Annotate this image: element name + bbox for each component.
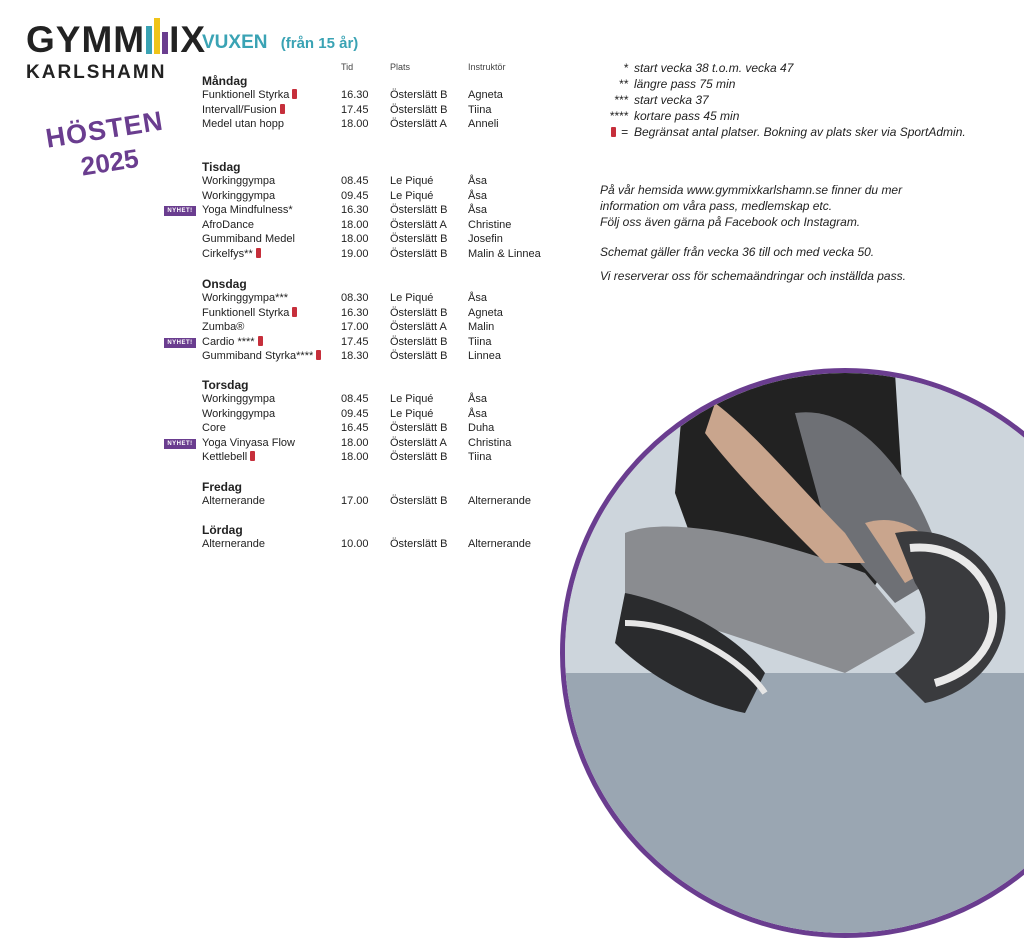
class-time: 17.00: [341, 495, 369, 507]
class-instructor: Åsa: [468, 393, 487, 405]
class-time: 09.45: [341, 189, 369, 202]
class-instructor: Alternerande: [468, 495, 531, 507]
class-name: Gummiband Styrka****: [202, 350, 313, 362]
section-title-main: VUXEN: [202, 32, 268, 53]
day-heading: Lördag: [202, 523, 243, 537]
class-name: Funktionell Styrka: [202, 89, 289, 101]
class-name: Medel utan hopp: [202, 118, 284, 131]
workout-photo-illustration: [565, 373, 1024, 933]
legend-text: start vecka 38 t.o.m. vecka 47: [634, 61, 794, 75]
legend-text: kortare pass 45 min: [634, 109, 740, 123]
class-place: Österslätt A: [390, 436, 447, 449]
legend-symbol: =: [608, 125, 628, 139]
class-name: Workinggympa: [202, 189, 276, 202]
limited-spots-icon: [250, 451, 255, 461]
section-title-sub: (från 15 år): [280, 35, 359, 52]
class-place: Österslätt A: [390, 321, 447, 334]
class-time: 18.00: [341, 233, 369, 246]
class-place: Le Piqué: [390, 175, 434, 187]
column-header-place: Plats: [390, 62, 411, 72]
class-instructor: Agneta: [468, 306, 503, 319]
day-heading: Fredag: [202, 480, 243, 494]
new-badge: NYHET!: [164, 338, 196, 348]
class-time: 16.30: [341, 306, 369, 319]
class-instructor: Malin: [468, 321, 495, 334]
class-place: Österslätt B: [390, 248, 448, 260]
class-name: Alternerande: [202, 538, 265, 550]
class-time: 18.00: [341, 218, 369, 231]
class-instructor: Christine: [468, 218, 512, 231]
class-place: Österslätt B: [390, 89, 448, 101]
logo-color-bars: [146, 18, 168, 54]
limited-spots-icon: [258, 336, 263, 346]
class-place: Le Piqué: [390, 407, 434, 420]
section-title: [202, 32, 358, 54]
logo-text-gym: GYM: [26, 19, 114, 60]
class-name: Zumba®: [202, 321, 245, 334]
legend-symbol: ****: [609, 109, 628, 123]
class-time: 18.00: [341, 436, 369, 449]
legend-row: [620, 125, 966, 139]
limited-spots-icon: [316, 350, 321, 360]
class-time: 09.45: [341, 407, 369, 420]
legend-row: [623, 61, 794, 75]
class-instructor: Linnea: [468, 350, 502, 363]
logo-bar-teal: [146, 26, 152, 54]
class-time: 08.45: [341, 393, 369, 405]
new-badge: NYHET!: [164, 439, 196, 449]
limited-spots-icon: [611, 127, 616, 137]
class-instructor: Duha: [468, 422, 495, 435]
limited-spots-icon: [292, 307, 297, 317]
legend-symbol: **: [618, 77, 628, 91]
limited-spots-icon: [292, 89, 297, 99]
class-name: Cardio ****: [202, 336, 255, 348]
info-line: På vår hemsida www.gymmixkarlshamn.se finner du mer: [600, 183, 903, 197]
class-name: Yoga Mindfulness*: [202, 204, 293, 217]
class-name: Kettlebell: [202, 451, 247, 463]
legend-row: [613, 93, 709, 107]
class-place: Le Piqué: [390, 292, 434, 304]
class-instructor: Tiina: [468, 103, 492, 116]
class-place: Österslätt B: [390, 233, 448, 246]
info-line: Följ oss även gärna på Facebook och Instagram.: [600, 215, 861, 229]
class-instructor: Åsa: [468, 292, 487, 304]
class-name: Workinggympa: [202, 407, 276, 420]
logo-m-letter: M: [113, 19, 146, 60]
logo-subtitle: KARLSHAMN: [26, 62, 167, 83]
class-time: 16.30: [341, 89, 369, 101]
legend-text: start vecka 37: [634, 93, 709, 107]
class-time: 18.30: [341, 350, 369, 363]
class-name: AfroDance: [202, 218, 254, 231]
limited-spots-icon: [256, 248, 261, 258]
class-name: Cirkelfys**: [202, 248, 253, 260]
logo-text-ix: IX: [169, 19, 207, 60]
class-place: Österslätt B: [390, 422, 448, 435]
day-heading: Torsdag: [202, 378, 249, 392]
logo-bar-yellow: [154, 18, 160, 54]
class-time: 17.45: [341, 335, 369, 348]
column-header-time: Tid: [341, 62, 354, 72]
class-place: Österslätt B: [390, 306, 448, 319]
class-place: Österslätt B: [390, 204, 448, 217]
legend-text: Begränsat antal platser. Bokning av plats sker via SportAdmin.: [634, 125, 966, 139]
class-instructor: Åsa: [468, 204, 487, 217]
class-time: 17.00: [341, 321, 369, 334]
info-line: information om våra pass, medlemskap etc.: [600, 199, 833, 213]
day-heading: Tisdag: [202, 160, 241, 174]
class-instructor: Anneli: [468, 118, 499, 131]
class-instructor: Alternerande: [468, 538, 531, 550]
legend-row: [618, 77, 736, 91]
class-instructor: Malin & Linnea: [468, 248, 541, 260]
class-place: Österslätt B: [390, 103, 448, 116]
workout-photo: [560, 368, 1024, 938]
class-time: 18.00: [341, 118, 369, 131]
class-place: Österslätt B: [390, 335, 448, 348]
class-instructor: Tiina: [468, 451, 492, 464]
gymmix-logo: [26, 16, 207, 84]
class-name: Workinggympa***: [202, 292, 289, 304]
class-time: 10.00: [341, 538, 369, 550]
class-time: 08.30: [341, 292, 369, 304]
day-heading: Onsdag: [202, 277, 247, 291]
class-place: Le Piqué: [390, 393, 434, 405]
column-header-instructor: Instruktör: [468, 62, 506, 72]
legend-row: [609, 109, 740, 123]
season-label: [38, 105, 176, 189]
logo-wordmark: [26, 16, 207, 60]
class-place: Österslätt B: [390, 350, 448, 363]
class-instructor: Åsa: [468, 407, 487, 420]
class-name: Alternerande: [202, 495, 265, 507]
class-time: 08.45: [341, 175, 369, 187]
limited-spots-icon: [280, 104, 285, 114]
season-name: HÖSTEN: [43, 105, 166, 154]
legend-text: längre pass 75 min: [634, 77, 736, 91]
class-name: Gummiband Medel: [202, 233, 295, 246]
class-time: 16.45: [341, 422, 369, 435]
class-place: Österslätt A: [390, 118, 447, 131]
class-instructor: Tiina: [468, 335, 492, 348]
class-name: Funktionell Styrka: [202, 307, 289, 319]
class-instructor: Christina: [468, 436, 512, 449]
info-text: [600, 182, 902, 230]
class-instructor: Åsa: [468, 189, 487, 202]
class-place: Österslätt B: [390, 495, 448, 507]
class-time: 17.45: [341, 103, 369, 116]
class-place: Österslätt A: [390, 218, 447, 231]
legend-symbol: ***: [613, 93, 628, 107]
new-badge: NYHET!: [164, 206, 196, 216]
class-place: Le Piqué: [390, 189, 434, 202]
class-name: Core: [202, 422, 226, 435]
class-name: Workinggympa: [202, 393, 276, 405]
class-instructor: Agneta: [468, 89, 503, 101]
class-time: 18.00: [341, 451, 369, 464]
season-year: 2025: [78, 142, 141, 182]
logo-bar-purple: [162, 32, 168, 54]
reservation-text: Vi reserverar oss för schemaändringar och inställda pass.: [600, 269, 906, 283]
class-name: Yoga Vinyasa Flow: [202, 436, 295, 449]
class-instructor: Åsa: [468, 175, 487, 187]
class-time: 16.30: [341, 204, 369, 217]
validity-text: Schemat gäller från vecka 36 till och med vecka 50.: [600, 245, 875, 259]
class-name: Workinggympa: [202, 175, 276, 187]
day-heading: Måndag: [202, 74, 248, 88]
class-place: Österslätt B: [390, 451, 448, 464]
class-name: Intervall/Fusion: [202, 104, 277, 116]
legend-symbol: *: [623, 61, 628, 75]
class-instructor: Josefin: [468, 233, 503, 246]
class-time: 19.00: [341, 248, 369, 260]
class-place: Österslätt B: [390, 538, 448, 550]
